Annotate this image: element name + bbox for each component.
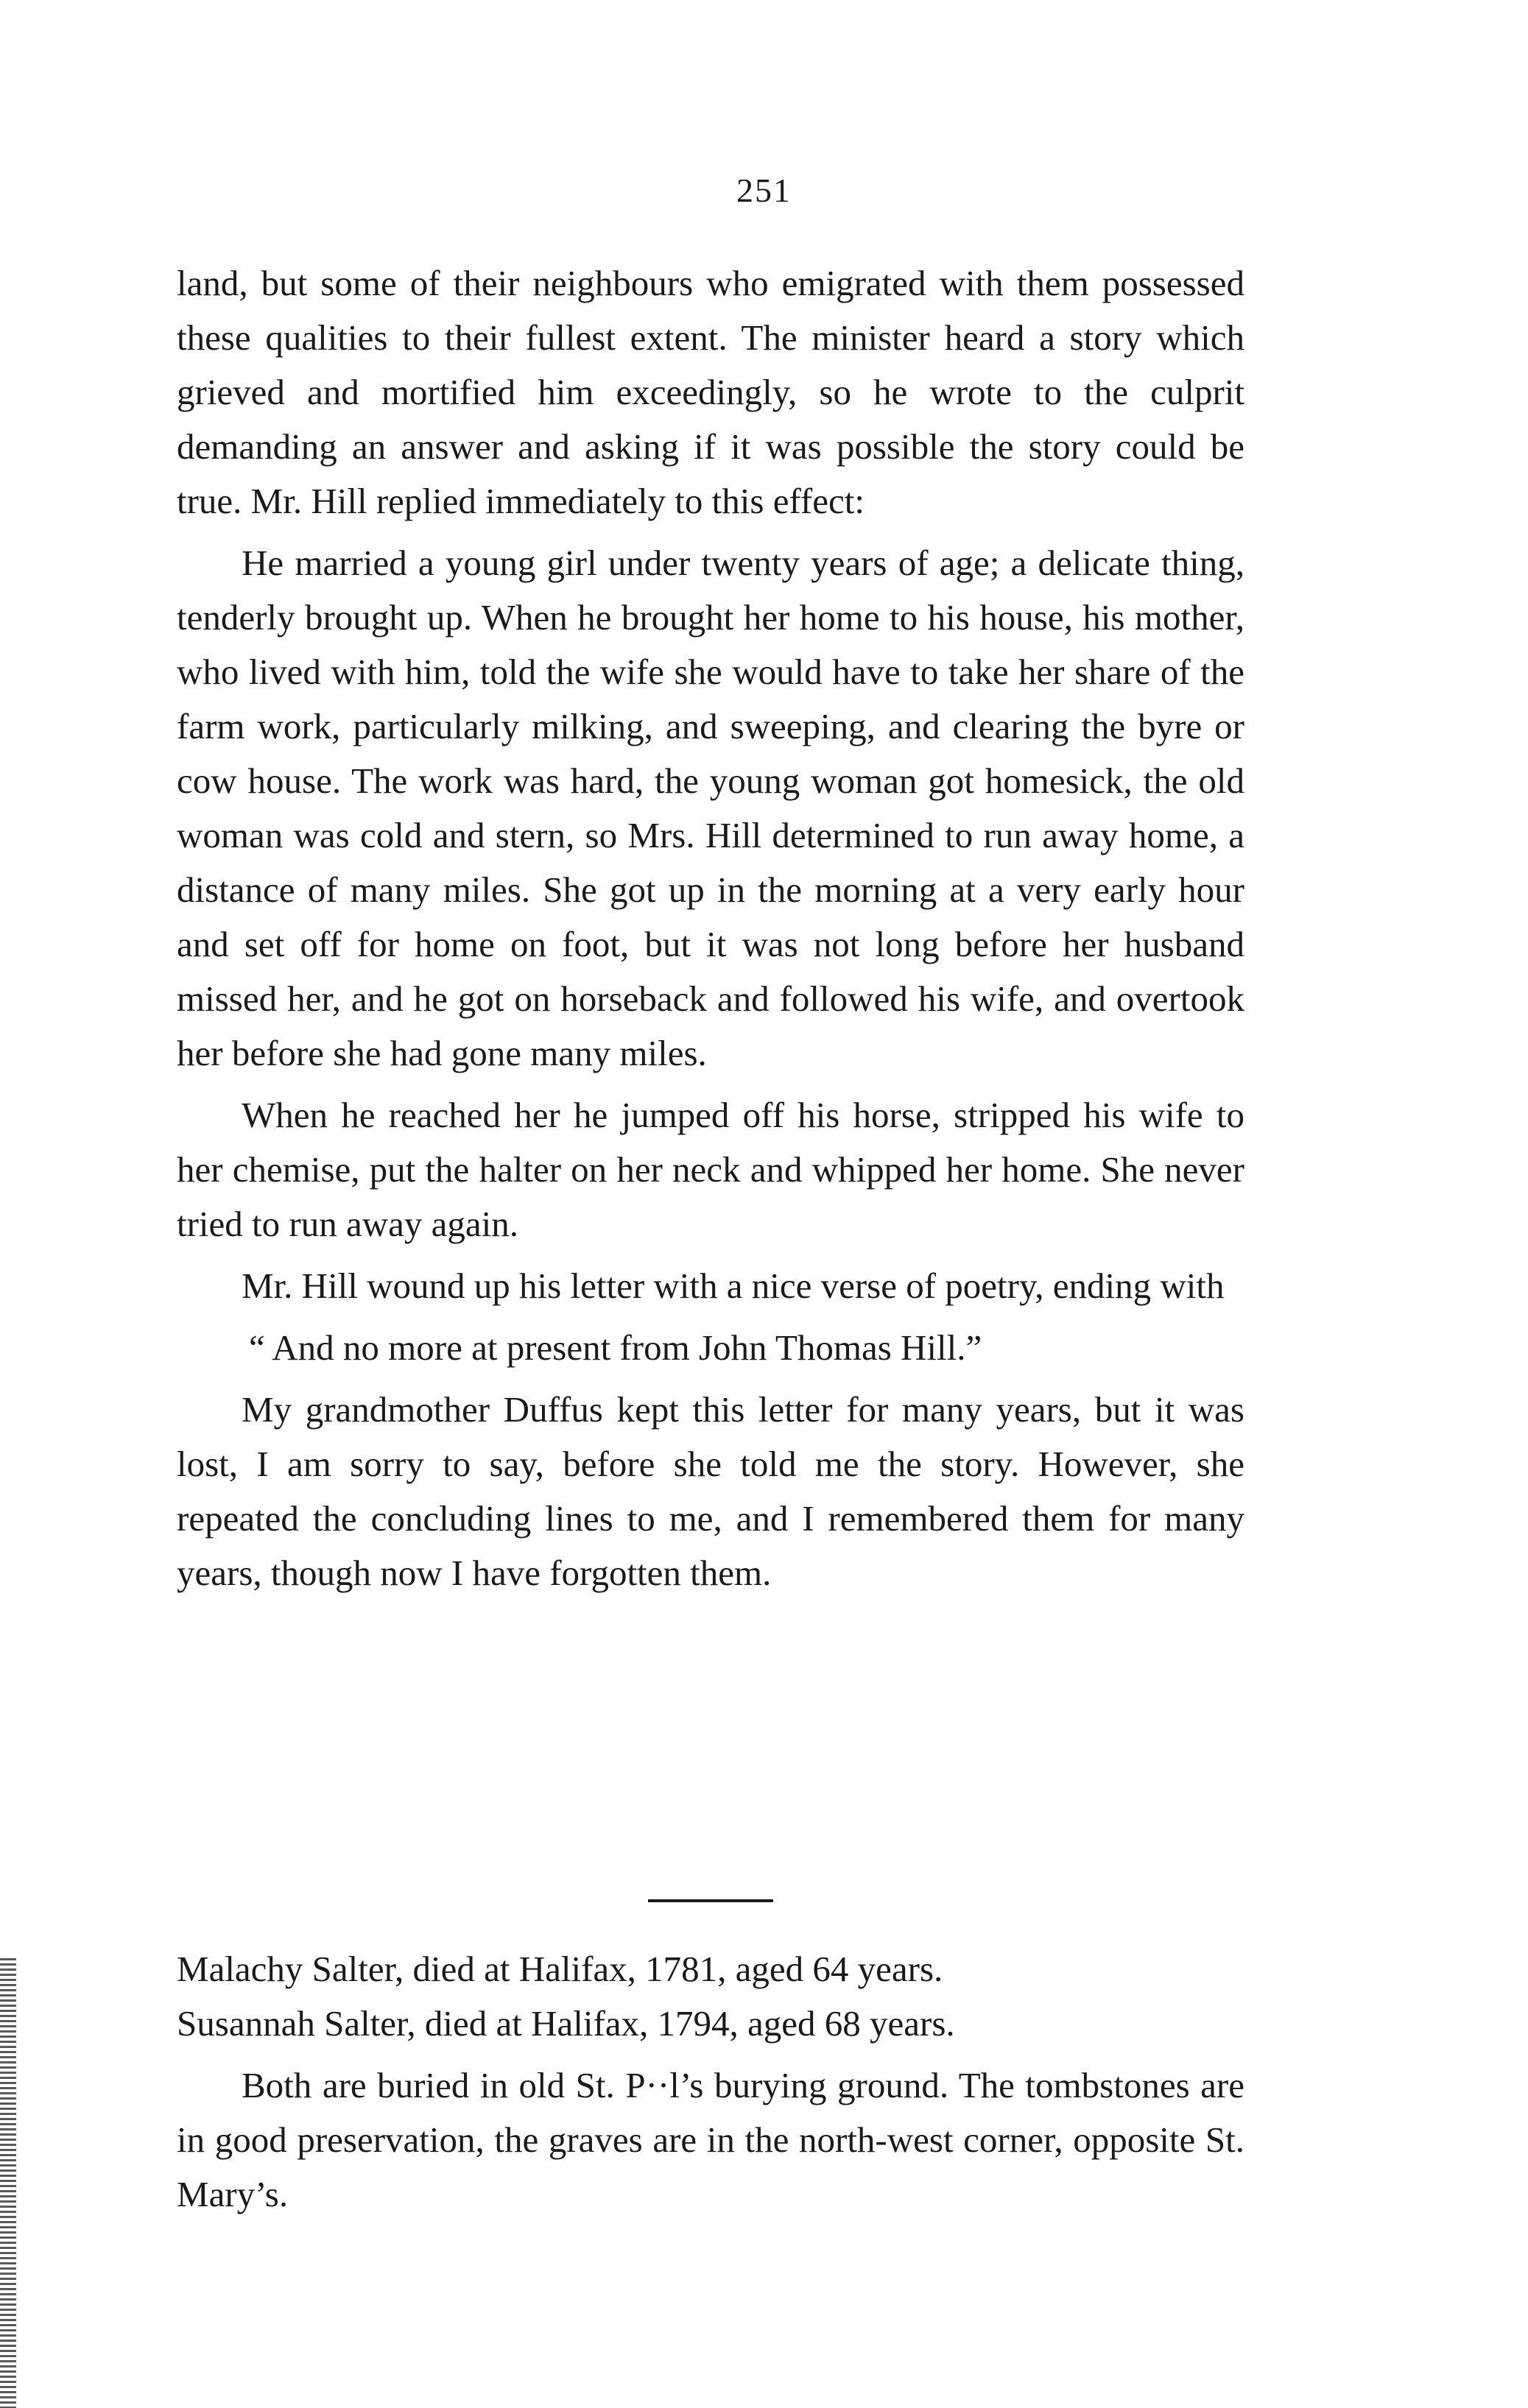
paragraph-1: land, but some of their neighbours who emigrated with them possessed these qualities to their fullest extent. The minister heard a story which grieved and mortified him exceedingly, so he wrote to the culprit demanding an answer and asking if it was possible the story could be true. Mr. Hill replied immediately to this effect: [177,263,1244,521]
paragraph-4: Mr. Hill wound up his letter with a nice verse of poetry, ending with [242,1265,1225,1306]
page-number: 251 [736,172,792,209]
quoted-verse-line: “ And no more at present from John Thomas Hill.” [249,1327,982,1368]
page-binding-edge [0,1958,16,2408]
epitaph-line-1: Malachy Salter, died at Halifax, 1781, aged 64 years. [177,1949,943,1989]
epitaph-line-2: Susannah Salter, died at Halifax, 1794, aged 68 years. [177,2003,955,2044]
epitaph-section [177,1942,1244,2222]
paragraph-5: My grandmother Duffus kept this letter for many years, but it was lost, I am sorry to say, before she told me the story. However, she repeated the concluding lines to me, and I remembered them for many years, though now I have forgotten them. [177,1389,1244,1593]
burial-paragraph: Both are buried in old St. P··l’s burying ground. The tombstones are in good preservation, the graves are in the north-west corner, opposite St. Mary’s. [177,2065,1244,2214]
paragraph-2: He married a young girl under twenty years of age; a delicate thing, tenderly brought up. When he brought her home to his house, his mother, who lived with him, told the wife she would have to take her share of the farm work, particularly milking, and sweeping, and clearing the byre or cow house. The work was hard, the young woman got homesick, the old woman was cold and stern, so Mrs. Hill determined to run away home, a distance of many miles. She got up in the morning at a very early hour and set off for home on foot, but it was not long before her husband missed her, and he got on horseback and followed his wife, and overtook her before she had gone many miles. [177,543,1244,1073]
paragraph-3: When he reached her he jumped off his horse, stripped his wife to her chemise, put the halter on her neck and whipped her home. She never tried to run away again. [177,1095,1244,1244]
section-divider [648,1899,773,1902]
main-text [177,256,1244,1600]
